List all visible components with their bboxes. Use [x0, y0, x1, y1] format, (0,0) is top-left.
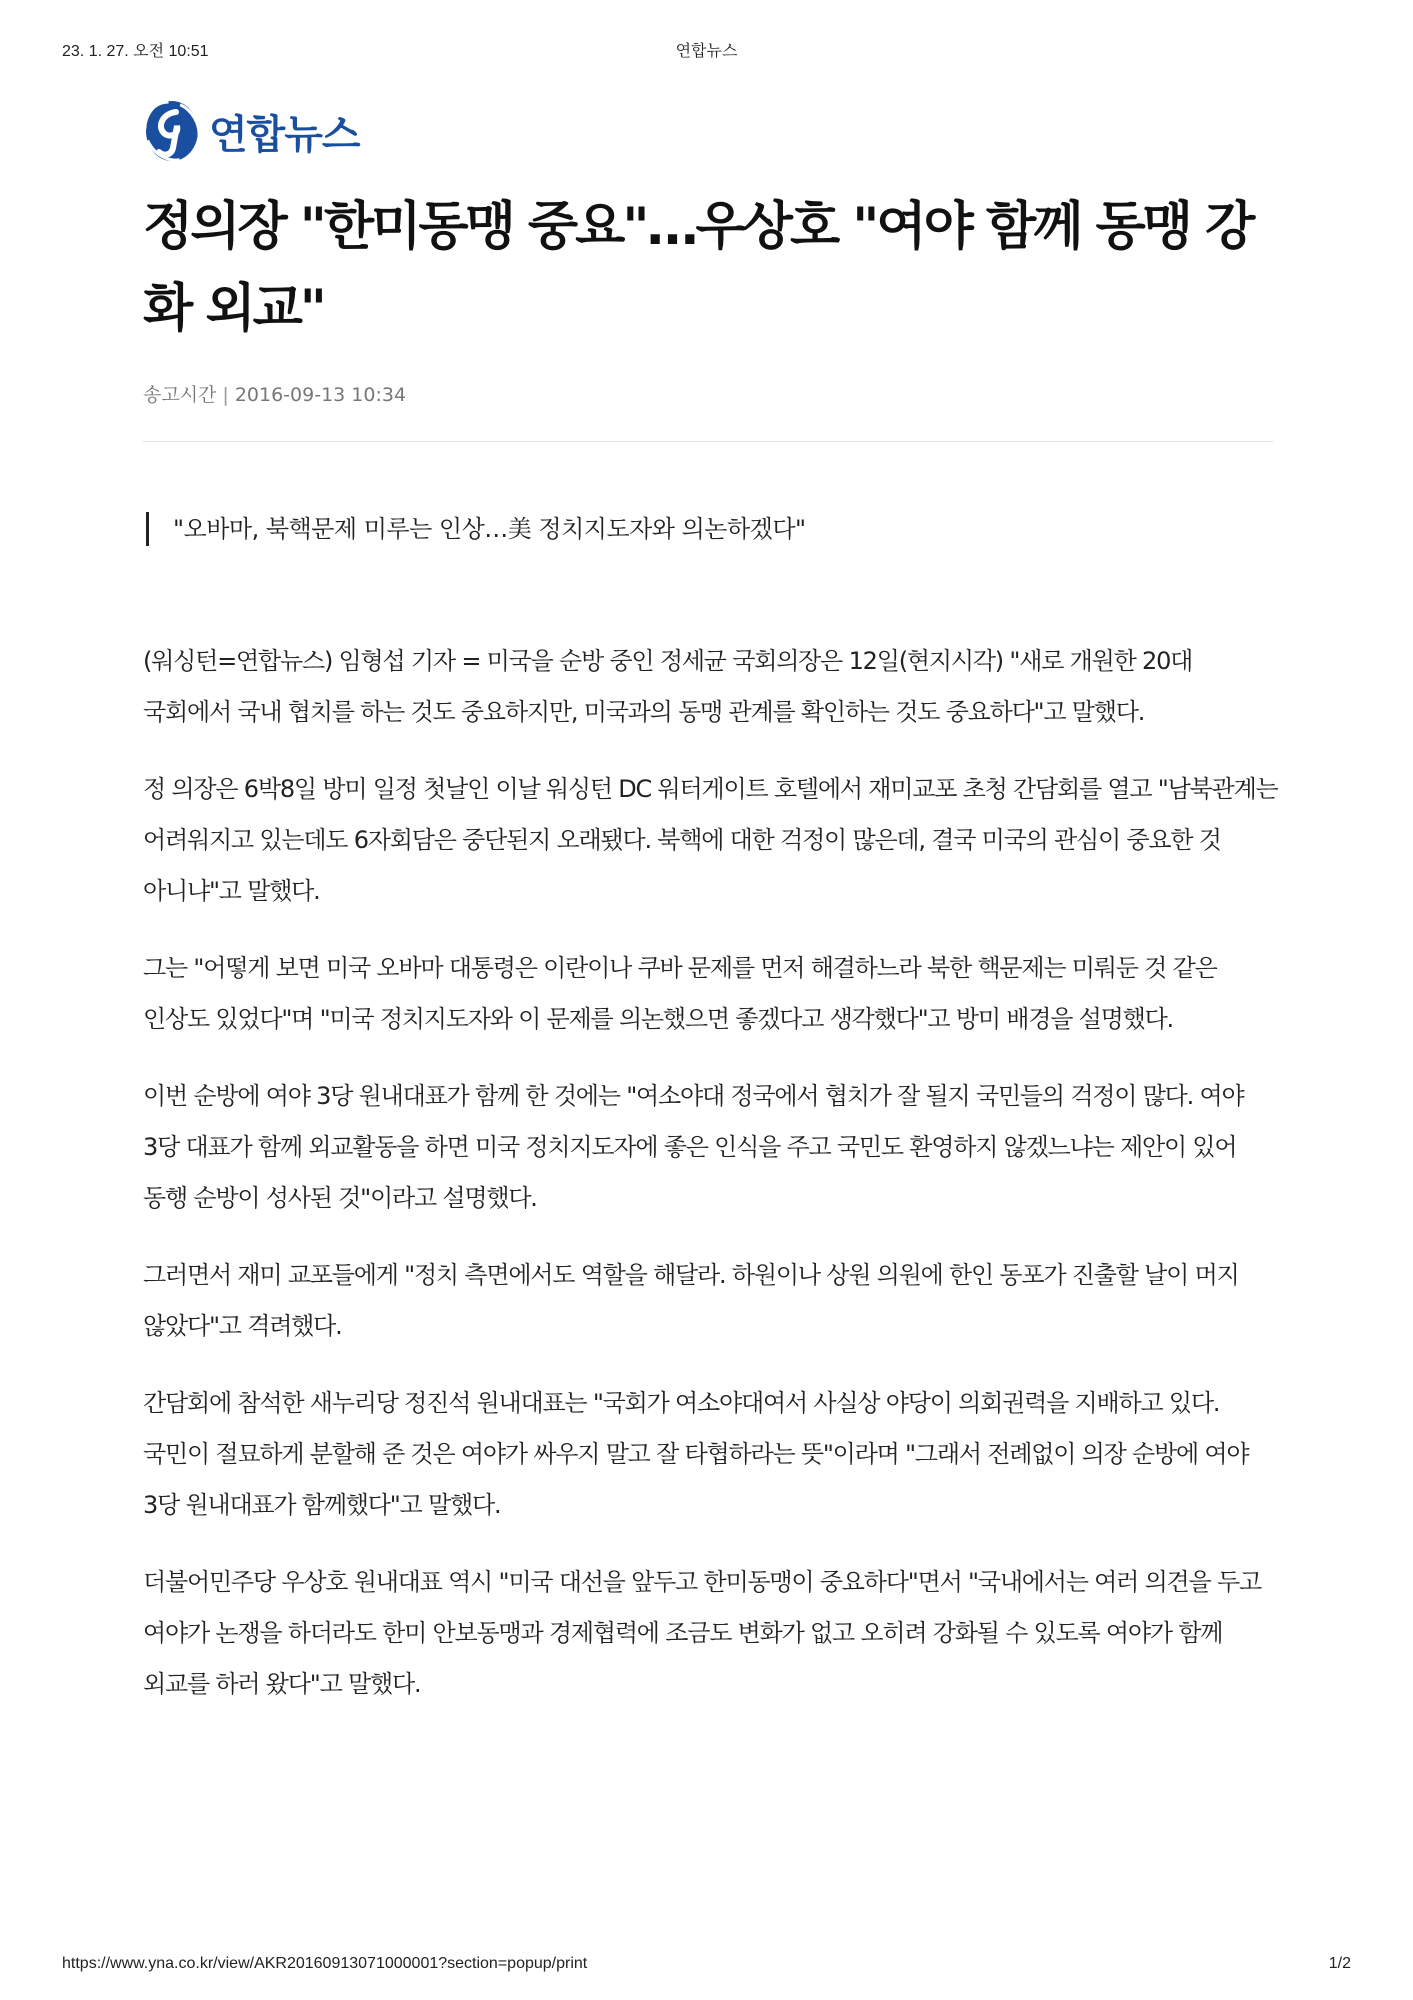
- article-paragraph: 그러면서 재미 교포들에게 "정치 측면에서도 역할을 해달라. 하원이나 상원 의원에 한인 동포가 진출할 날이 머지 않았다"고 격려했다.: [143, 1261, 1239, 1340]
- header-divider: [143, 441, 1273, 442]
- print-url[interactable]: https://www.yna.co.kr/view/AKR20160913071000001?section=popup/print: [62, 1955, 588, 1972]
- article-body: [143, 636, 1283, 1736]
- logo-text: 연합뉴스: [209, 111, 360, 158]
- print-footer: [62, 1955, 1351, 1979]
- article-headline: 정의장 "한미동맹 중요"…우상호 "여야 함께 동맹 강화 외교": [143, 197, 1253, 339]
- brand-logo[interactable]: [143, 96, 360, 166]
- article-subtitle: "오바마, 북핵문제 미루는 인상…美 정치지도자와 의논하겠다": [146, 512, 806, 546]
- print-datetime: 23. 1. 27. 오전 10:51: [62, 43, 209, 60]
- article-dateline: [143, 380, 406, 407]
- article-paragraph: 더불어민주당 우상호 원내대표 역시 "미국 대선을 앞두고 한미동맹이 중요하다"면서 "국내에서는 여러 의견을 두고 여야가 논쟁을 하더라도 한미 안보동맹과 경제협력에 조금도 변화가 없고 오히려 강화될 수 있도록 여야가 함께 외교를 하러 왔다"고 말했다.: [143, 1568, 1261, 1698]
- date-separator: |: [222, 384, 229, 406]
- article-paragraph: 간담회에 참석한 새누리당 정진석 원내대표는 "국회가 여소야대여서 사실상 야당이 의회권력을 지배하고 있다. 국민이 절묘하게 분할해 준 것은 여야가 싸우지 말고 잘 타협하라는 뜻"이라며 "그래서 전례없이 의장 순방에 여야 3당 원내대표가 함께했다"고 말했다.: [143, 1389, 1249, 1519]
- article-paragraph: 이번 순방에 여야 3당 원내대표가 함께 한 것에는 "여소야대 정국에서 협치가 잘 될지 국민들의 걱정이 많다. 여야 3당 대표가 함께 외교활동을 하면 미국 정치지도자에 좋은 인식을 주고 국민도 환영하지 않겠느냐는 제안이 있어 동행 순방이 성사된 것"이라고 설명했다.: [143, 1082, 1244, 1212]
- article-paragraph: (워싱턴=연합뉴스) 임형섭 기자 = 미국을 순방 중인 정세균 국회의장은 12일(현지시각) "새로 개원한 20대 국회에서 국내 협치를 하는 것도 중요하지만, 미국과의 동맹 관계를 확인하는 것도 중요하다"고 말했다.: [143, 647, 1193, 726]
- article-paragraph: 그는 "어떻게 보면 미국 오바마 대통령은 이란이나 쿠바 문제를 먼저 해결하느라 북한 핵문제는 미뤄둔 것 같은 인상도 있었다"며 "미국 정치지도자와 이 문제를 의논했으면 좋겠다고 생각했다"고 방미 배경을 설명했다.: [143, 954, 1217, 1033]
- yonhap-globe-icon: [143, 98, 201, 164]
- date-label: 송고시간: [143, 384, 217, 406]
- print-page-title: 연합뉴스: [675, 43, 738, 60]
- article-paragraph: 정 의장은 6박8일 방미 일정 첫날인 이날 워싱턴 DC 워터게이트 호텔에서 재미교포 초청 간담회를 열고 "남북관계는 어려워지고 있는데도 6자회담은 중단된지 오래됐다. 북핵에 대한 걱정이 많은데, 결국 미국의 관심이 중요한 것 아니냐"고 말했다.: [143, 775, 1278, 905]
- date-value: 2016-09-13 10:34: [234, 384, 407, 406]
- print-page-number: 1/2: [1328, 1955, 1351, 1972]
- print-header: [62, 38, 1351, 62]
